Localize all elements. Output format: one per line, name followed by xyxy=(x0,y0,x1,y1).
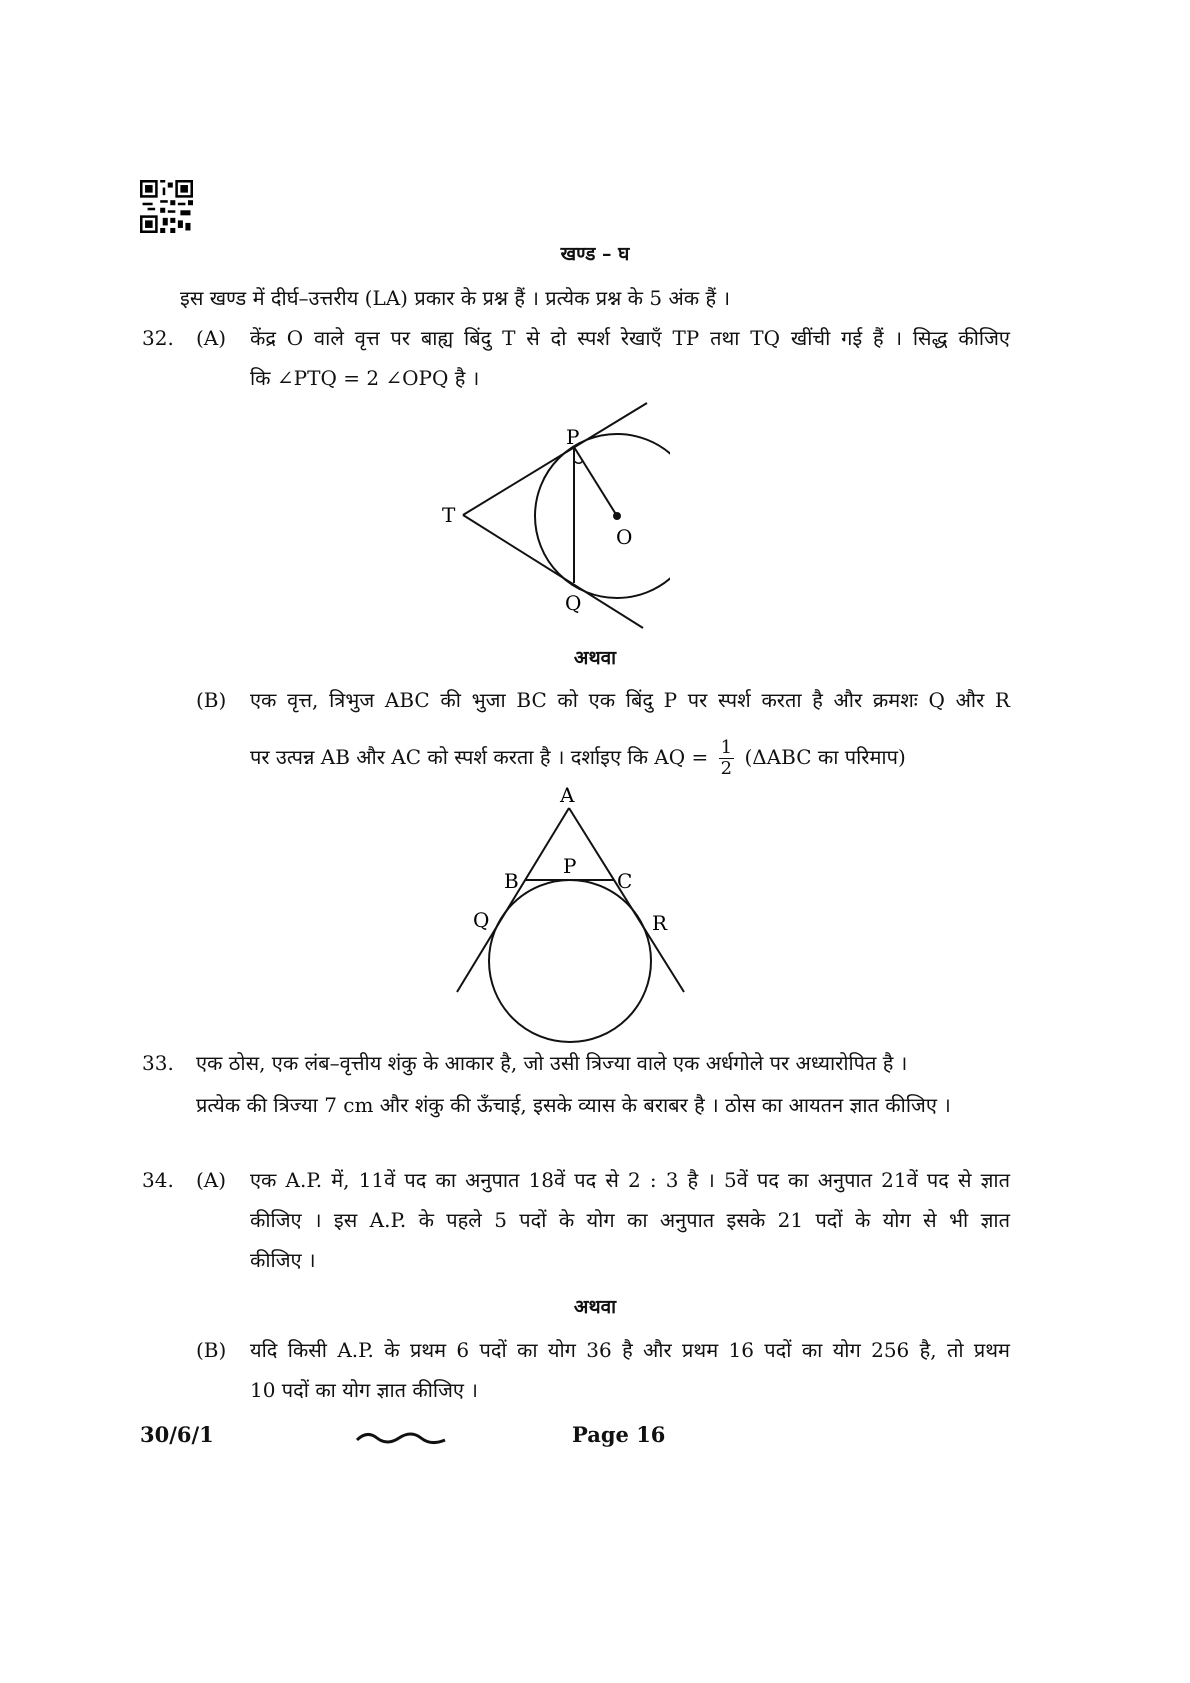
label-p: P xyxy=(566,425,580,449)
paper-code: 30/6/1 xyxy=(140,1422,214,1447)
q32-b-text-post: (ΔABC का परिमाप) xyxy=(744,745,906,769)
figure-tangents-from-external-point xyxy=(430,395,670,640)
or-divider-q34: अथवा xyxy=(573,1296,617,1318)
q34-part-a-label: (A) xyxy=(196,1168,227,1192)
label-t: T xyxy=(442,503,456,527)
label-c: C xyxy=(617,869,633,893)
question-number-34: 34. xyxy=(142,1168,174,1192)
label-o: O xyxy=(616,525,633,549)
page-number: Page 16 xyxy=(572,1422,666,1447)
q34-b-text-line1: यदि किसी A.P. के प्रथम 6 पदों का योग 36 है और प्रथम 16 पदों का योग 256 है, तो प्रथम xyxy=(250,1338,1010,1362)
label-p-tangent: P xyxy=(563,854,577,878)
q32-part-b-label: (B) xyxy=(196,688,227,712)
q32-b-text-line2 xyxy=(250,738,906,779)
q34-a-text-line3: कीजिए । xyxy=(250,1248,316,1272)
label-q: Q xyxy=(565,591,582,615)
q34-a-text-line1: एक A.P. में, 11वें पद का अनुपात 18वें पद से 2 : 3 है । 5वें पद का अनुपात 21वें पद से ज्ञात xyxy=(250,1168,1010,1192)
q33-text-line2: प्रत्येक की त्रिज्या 7 cm और शंकु की ऊँचाई, इसके व्यास के बराबर है । ठोस का आयतन ज्ञात कीजिए । xyxy=(196,1093,951,1117)
q32-a-text-line2: कि ∠PTQ = 2 ∠OPQ है । xyxy=(250,366,480,390)
q34-a-text-line2: कीजिए । इस A.P. के पहले 5 पदों के योग का अनुपात इसके 21 पदों के योग से भी ज्ञात xyxy=(250,1208,1010,1232)
q32-b-text-line1: एक वृत्त, त्रिभुज ABC की भुजा BC को एक बिंदु P पर स्पर्श करता है और क्रमशः Q और R xyxy=(250,688,1010,712)
label-b: B xyxy=(504,869,519,893)
fraction-one-half xyxy=(719,738,734,779)
qr-code-icon xyxy=(140,180,193,233)
wave-ornament-icon xyxy=(355,1428,450,1448)
label-a: A xyxy=(560,783,575,807)
label-r-tangent: R xyxy=(652,911,668,935)
q34-part-b-label: (B) xyxy=(196,1338,227,1362)
section-heading: खण्ड – घ xyxy=(560,243,630,265)
q32-b-text-pre: पर उत्पन्न AB और AC को स्पर्श करता है । दर्शाइए कि AQ = xyxy=(250,745,709,769)
section-intro: इस खण्ड में दीर्घ–उत्तरीय (LA) प्रकार के प्रश्न हैं । प्रत्येक प्रश्न के 5 अंक हैं । xyxy=(180,286,731,310)
center-point-o xyxy=(613,512,621,520)
fraction-denominator: 2 xyxy=(720,758,733,779)
figure-triangle-excircle xyxy=(440,780,710,1050)
fraction-numerator: 1 xyxy=(720,737,733,758)
q32-part-a-label: (A) xyxy=(196,326,227,350)
q34-b-text-line2: 10 पदों का योग ज्ञात कीजिए । xyxy=(250,1378,478,1402)
q32-a-text-line1: केंद्र O वाले वृत्त पर बाह्य बिंदु T से दो स्पर्श रेखाएँ TP तथा TQ खींची गई हैं । सिद्ध कीजिए xyxy=(250,326,1010,350)
q33-text-line1: एक ठोस, एक लंब–वृत्तीय शंकु के आकार है, जो उसी त्रिज्या वाले एक अर्धगोले पर अध्यारोपित है । xyxy=(196,1051,908,1075)
question-number-32: 32. xyxy=(142,326,174,350)
or-divider-q32: अथवा xyxy=(573,647,617,669)
label-q-tangent: Q xyxy=(473,908,490,932)
question-number-33: 33. xyxy=(142,1051,174,1075)
